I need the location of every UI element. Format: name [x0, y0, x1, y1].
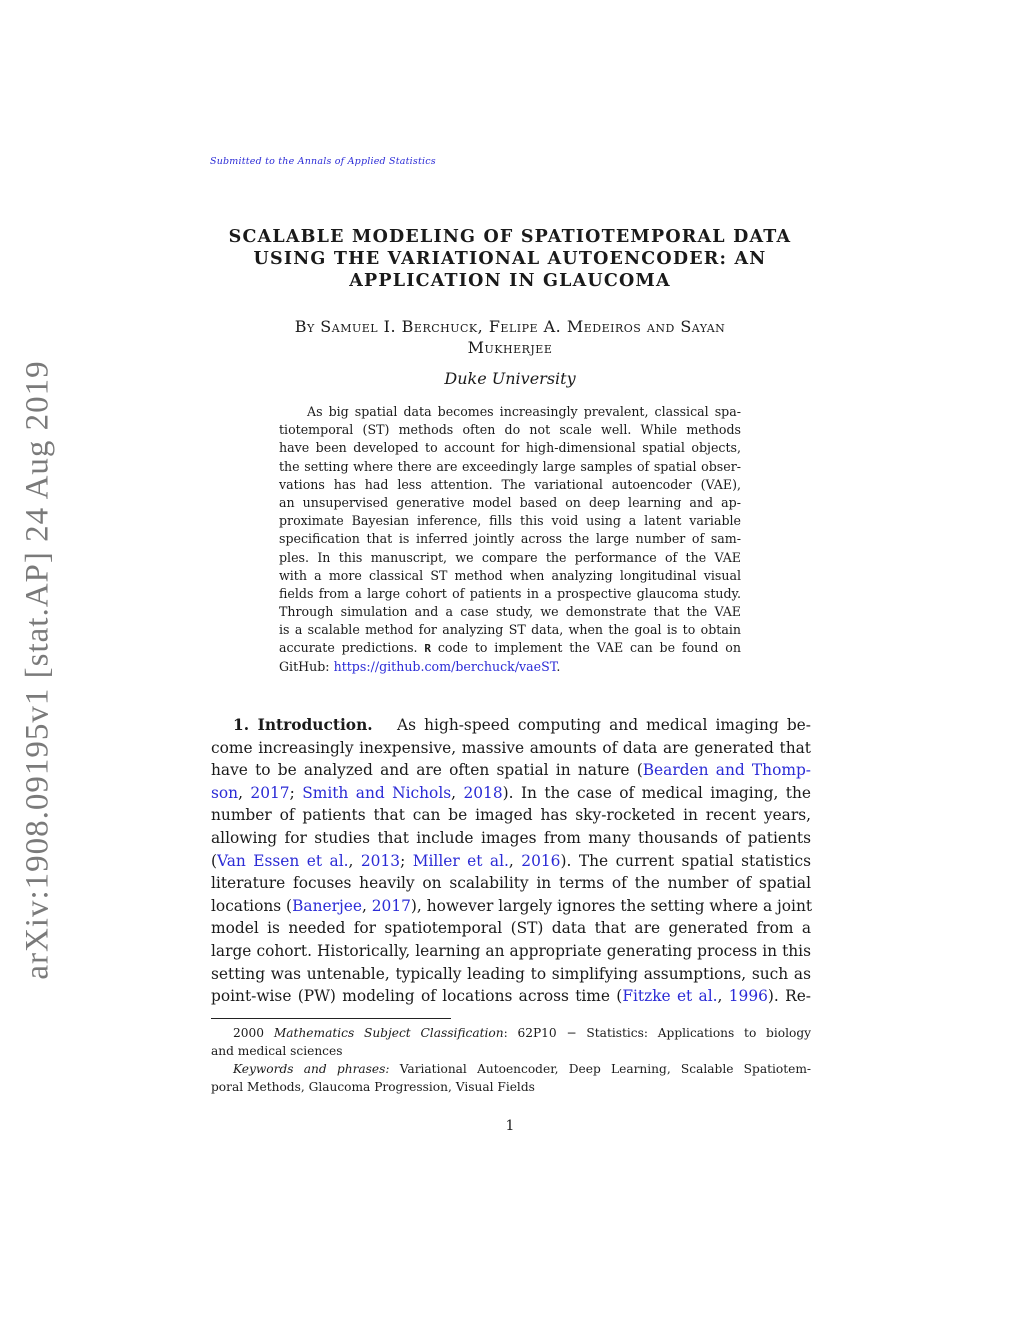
- intro-line: large cohort. Historically, learning an appropriate generating process in this: [211, 941, 811, 960]
- abstract-line: vations has had less attention. The variational autoencoder (VAE),: [279, 476, 741, 492]
- footnote-line: and medical sciences: [211, 1044, 343, 1058]
- intro-text: ;: [289, 783, 303, 802]
- abstract-text: accurate predictions.: [279, 640, 418, 656]
- abstract-line: fields from a large cohort of patients in a prospective glaucoma study.: [279, 585, 741, 601]
- abstract-line: specification that is inferred jointly across the large number of sam-: [279, 531, 741, 547]
- intro-line: setting was untenable, typically leading to simplifying assumptions, such as: [211, 964, 811, 983]
- intro-line: come increasingly inexpensive, massive amounts of data are generated that: [211, 738, 811, 757]
- abstract-line: with a more classical ST method when analyzing longitudinal visual: [279, 567, 741, 583]
- intro-line: [211, 782, 811, 805]
- intro-text: ). In the case of medical imaging, the: [502, 783, 811, 802]
- msc-label: Mathematics Subject Classification: [273, 1026, 504, 1040]
- intro-text: As high-speed computing and medical imaging be-: [397, 716, 811, 734]
- intro-line: [211, 850, 811, 873]
- author-line: By Samuel I. Berchuck, Felipe A. Medeiros and Sayan: [294, 317, 726, 336]
- intro-text: ,: [451, 783, 464, 802]
- affiliation: Duke University: [444, 369, 576, 388]
- msc-text: : 62P10 − Statistics: Applications to biology: [503, 1026, 812, 1040]
- intro-line: allowing for studies that include images from many thousands of patients: [211, 828, 811, 847]
- citation-link[interactable]: 2018: [463, 783, 503, 802]
- intro-line: [211, 759, 811, 782]
- paper-title: [215, 226, 805, 292]
- intro-text: ,: [348, 851, 361, 870]
- citation-link[interactable]: son: [211, 783, 239, 802]
- intro-line: [211, 714, 811, 737]
- citation-link[interactable]: 2013: [360, 851, 401, 870]
- intro-text: have to be analyzed and are often spatial in nature (: [211, 761, 643, 780]
- keywords-text: Variational Autoencoder, Deep Learning, Scalable Spatiotem-: [399, 1062, 812, 1076]
- keywords-label: Keywords and phrases:: [233, 1062, 390, 1076]
- intro-text: locations (: [211, 896, 293, 915]
- intro-text: ,: [508, 851, 522, 870]
- intro-line: literature focuses heavily on scalability in terms of the number of spatial: [211, 874, 811, 893]
- journal-header[interactable]: Submitted to the Annals of Applied Statistics: [210, 156, 436, 167]
- citation-link[interactable]: Fitzke et al.: [622, 987, 718, 1006]
- author-list: [215, 316, 805, 358]
- msc-year: 2000: [233, 1026, 265, 1040]
- citation-link[interactable]: Banerjee: [292, 896, 362, 915]
- section-heading: 1. Introduction.: [233, 716, 373, 734]
- arxiv-side-stamp: [8, 350, 68, 990]
- citation-link[interactable]: 2016: [521, 851, 561, 870]
- intro-line: [211, 895, 811, 918]
- intro-line: number of patients that can be imaged has sky-rocketed in recent years,: [211, 806, 811, 825]
- intro-line: [211, 985, 811, 1008]
- footnotes: [211, 1024, 811, 1096]
- abstract-line: have been developed to account for high-dimensional spatial objects,: [279, 440, 741, 456]
- intro-text: ,: [717, 987, 729, 1006]
- abstract-line: [279, 639, 741, 657]
- arxiv-stamp-text: arXiv:1908.09195v1 [stat.AP] 24 Aug 2019: [19, 360, 56, 980]
- intro-text: ). Re-: [767, 987, 811, 1006]
- citation-link[interactable]: 2017: [371, 896, 411, 915]
- abstract-line: proximate Bayesian inference, fills this void using a latent variable: [279, 513, 741, 529]
- footnote-line: [211, 1024, 811, 1042]
- abstract: [279, 403, 741, 676]
- r-code-label: R: [424, 642, 431, 656]
- citation-link[interactable]: Smith and Nichols: [302, 783, 452, 802]
- intro-text: point-wise (PW) modeling of locations across time (: [211, 987, 623, 1006]
- abstract-line: As big spatial data becomes increasingly prevalent, classical spa-: [307, 404, 741, 419]
- footnote-line: poral Methods, Glaucoma Progression, Visual Fields: [211, 1080, 535, 1094]
- footnote-line: [211, 1060, 811, 1078]
- citation-link[interactable]: Miller et al.: [412, 851, 509, 870]
- abstract-text: code to implement the VAE can be found on: [437, 640, 741, 656]
- abstract-line: tiotemporal (ST) methods often do not scale well. While methods: [279, 422, 741, 438]
- abstract-line: the setting where there are exceedingly large samples of spatial obser-: [279, 458, 741, 474]
- intro-text: ,: [361, 896, 372, 915]
- citation-link[interactable]: Bearden and Thomp-: [642, 761, 812, 780]
- github-link[interactable]: https://github.com/berchuck/vaeST: [333, 658, 557, 674]
- page-number: 1: [505, 1118, 515, 1134]
- abstract-line: is a scalable method for analyzing ST data, when the goal is to obtain: [279, 622, 741, 638]
- author-line: Mukherjee: [467, 338, 553, 357]
- abstract-line: an unsupervised generative model based on deep learning and ap-: [279, 494, 741, 510]
- abstract-text: GitHub:: [279, 658, 330, 674]
- intro-text: (: [211, 851, 218, 870]
- intro-text: ,: [238, 783, 251, 802]
- abstract-line: [279, 658, 741, 676]
- abstract-line: ples. In this manuscript, we compare the performance of the VAE: [279, 549, 741, 565]
- citation-link[interactable]: Van Essen et al.: [217, 851, 349, 870]
- citation-link[interactable]: 2017: [250, 783, 290, 802]
- title-line: USING THE VARIATIONAL AUTOENCODER: AN: [253, 249, 767, 269]
- introduction-section: [211, 714, 811, 1008]
- footnote-divider: [211, 1018, 451, 1019]
- title-line: SCALABLE MODELING OF SPATIOTEMPORAL DATA: [228, 227, 792, 247]
- intro-line: model is needed for spatiotemporal (ST) data that are generated from a: [211, 919, 811, 938]
- title-line: APPLICATION IN GLAUCOMA: [349, 271, 671, 291]
- intro-text: ), however largely ignores the setting where a joint: [410, 896, 813, 915]
- intro-text: ;: [400, 851, 413, 870]
- intro-text: ). The current spatial statistics: [560, 851, 811, 870]
- abstract-line: Through simulation and a case study, we demonstrate that the VAE: [279, 604, 741, 620]
- citation-link[interactable]: 1996: [728, 987, 768, 1006]
- abstract-text: .: [556, 658, 561, 674]
